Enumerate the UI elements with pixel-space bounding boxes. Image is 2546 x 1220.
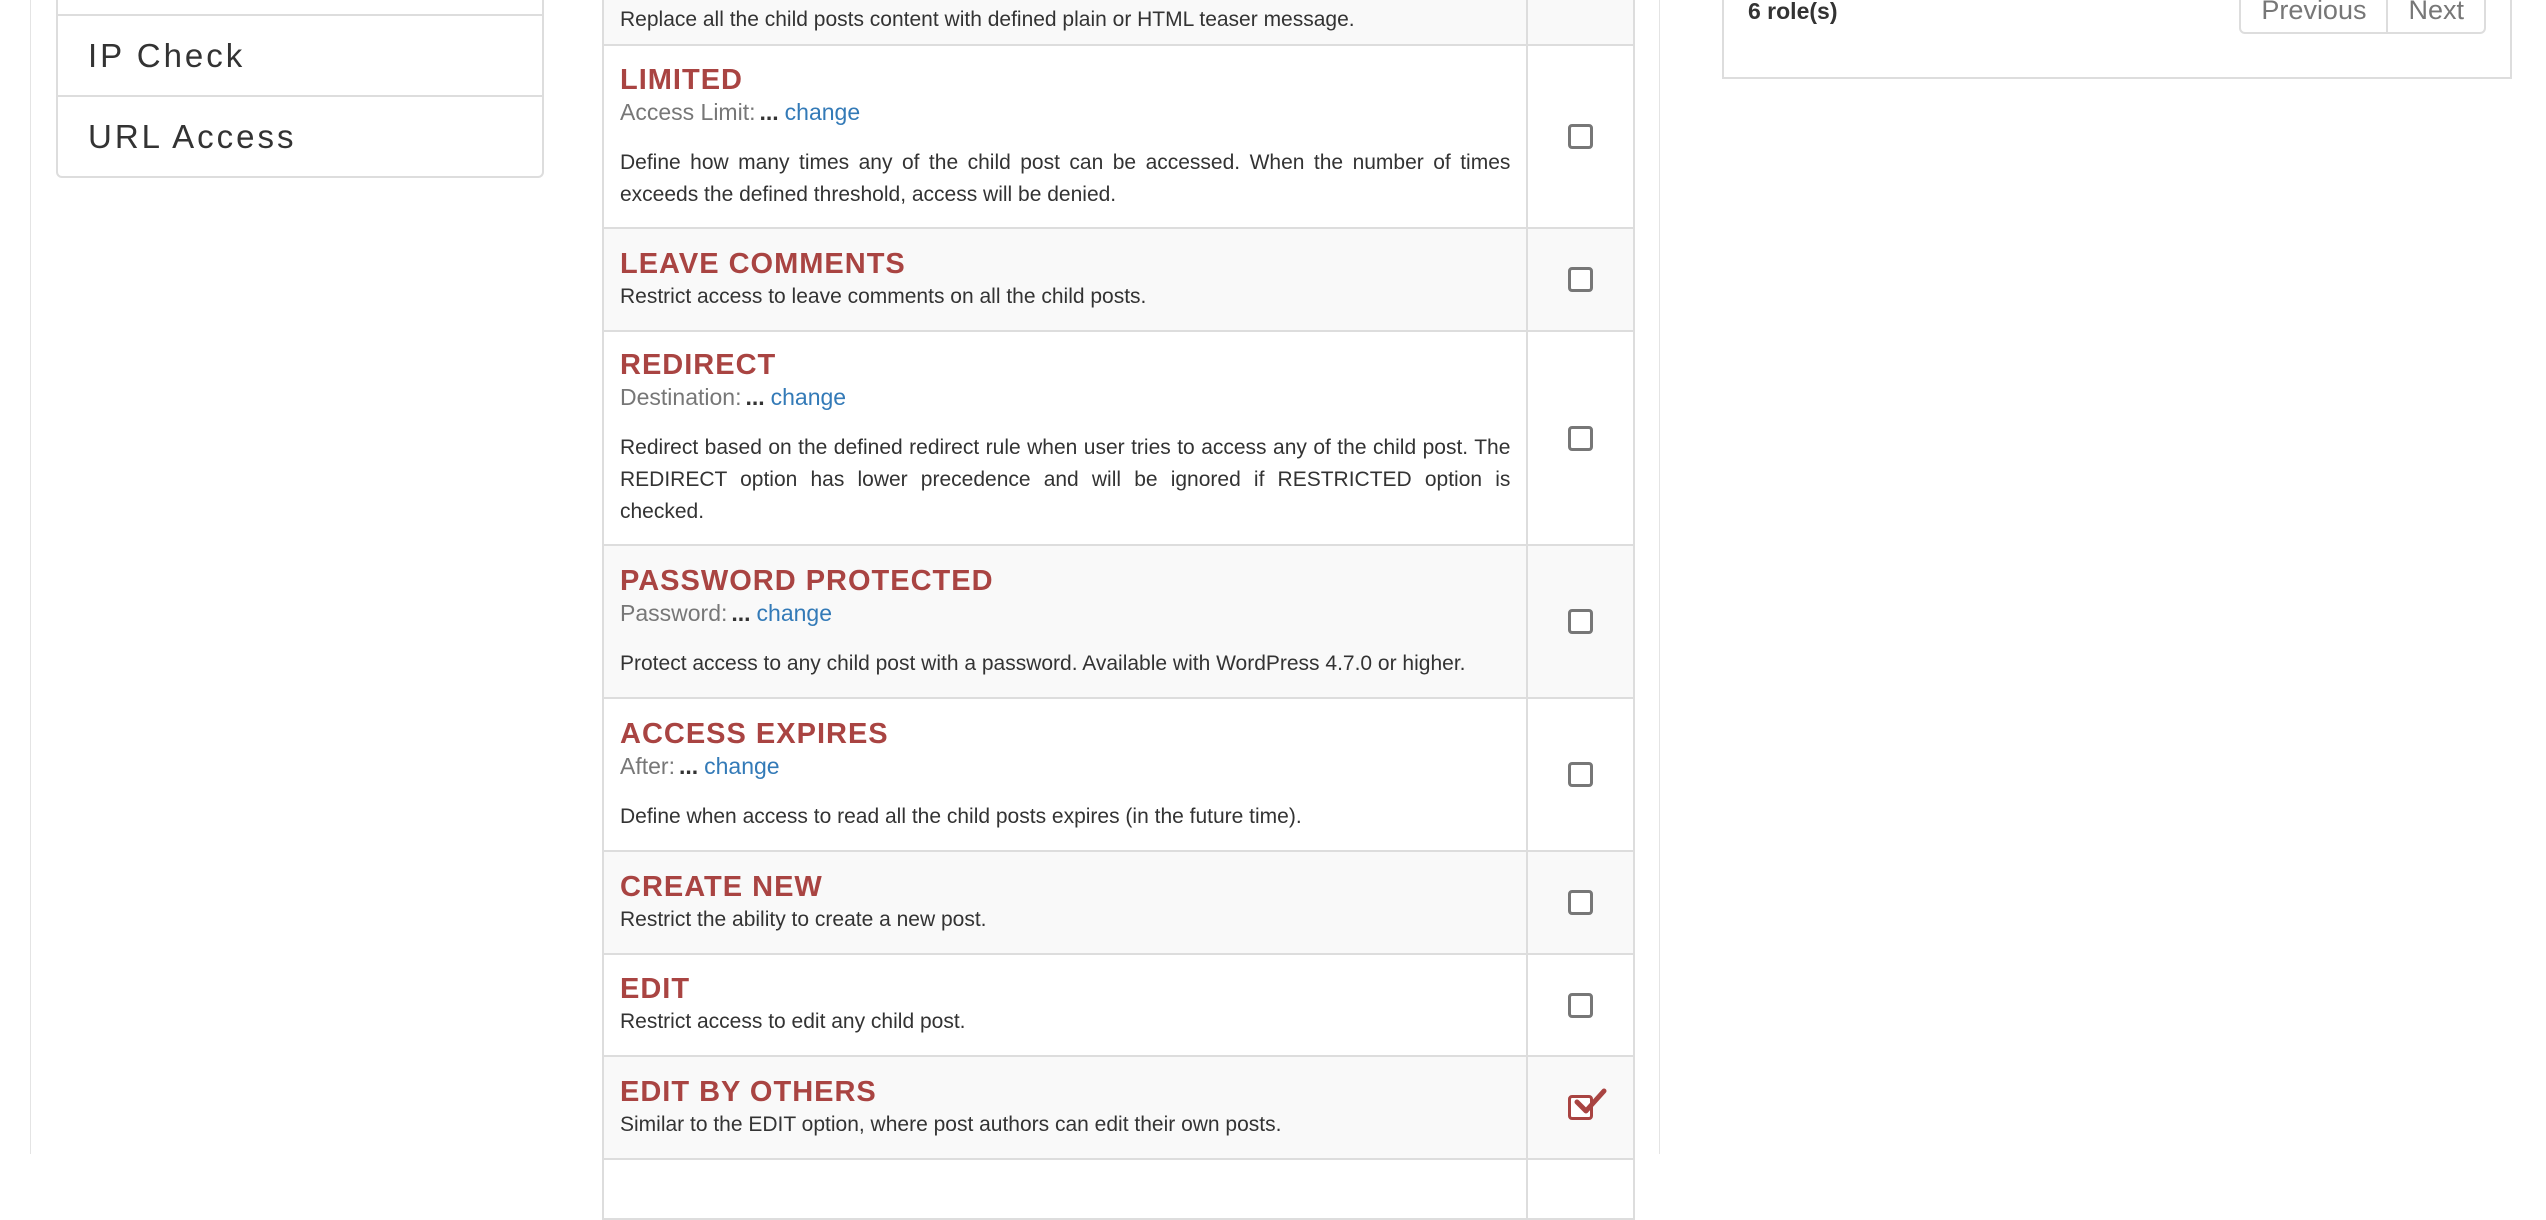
sidebar-item-label: IP Check (88, 36, 246, 74)
previous-button[interactable]: Previous (2239, 0, 2388, 34)
table-row (603, 331, 1634, 545)
setting-label: Destination: (620, 384, 742, 410)
access-expires-checkbox[interactable] (1568, 762, 1593, 787)
option-title: CREATE NEW (620, 870, 823, 903)
change-link[interactable]: change (784, 98, 861, 125)
table-row (603, 0, 1634, 45)
sidebar-item-label: URL Access (88, 117, 297, 155)
option-cell (603, 545, 1527, 698)
sidebar-menu (56, 0, 544, 178)
setting-label: After: (620, 752, 675, 779)
option-setting (620, 382, 1510, 412)
table-row (603, 698, 1634, 851)
setting-value: ... (759, 98, 779, 125)
setting-value: ... (678, 752, 699, 779)
checkbox-cell (1527, 331, 1634, 545)
table-row (603, 45, 1634, 228)
table-row (603, 545, 1634, 698)
option-title: REDIRECT (620, 349, 777, 381)
next-button[interactable]: Next (2388, 0, 2486, 34)
option-setting (620, 97, 1510, 127)
limited-checkbox[interactable] (1568, 124, 1593, 149)
option-title: LIMITED (620, 63, 743, 96)
table-row (603, 228, 1634, 331)
edit-checkbox[interactable] (1568, 993, 1593, 1018)
option-cell (603, 954, 1527, 1056)
option-cell (603, 851, 1527, 954)
leave-comments-checkbox[interactable] (1568, 267, 1593, 292)
roles-pager (2239, 0, 2486, 34)
option-cell (603, 1159, 1527, 1219)
option-cell (603, 228, 1527, 331)
setting-value: ... (731, 599, 751, 626)
checkbox-cell (1527, 0, 1634, 45)
page-border-right (1659, 0, 1660, 1154)
sidebar-item-ip-check[interactable] (58, 14, 542, 95)
checkbox-cell (1527, 698, 1634, 851)
option-description: Similar to the EDIT option, where post authors can edit their own posts. (620, 1112, 1282, 1136)
checkbox-cell (1527, 45, 1634, 228)
option-cell (603, 1056, 1527, 1159)
password-protected-checkbox[interactable] (1568, 609, 1593, 634)
option-description: Restrict the ability to create a new post. (620, 907, 987, 931)
option-description: Define when access to read all the child posts expires (in the future time). (620, 804, 1302, 828)
setting-label: Access Limit: (620, 98, 756, 125)
roles-panel (1722, 0, 2512, 79)
option-cell (603, 0, 1527, 45)
sidebar-item-url-access[interactable] (58, 95, 542, 176)
roles-count: 6 role(s) (1748, 0, 1838, 24)
edit-by-others-checkbox[interactable] (1568, 1095, 1593, 1120)
setting-value: ... (745, 384, 765, 410)
checkbox-cell (1527, 954, 1634, 1056)
checkbox-cell (1527, 545, 1634, 698)
checkbox-cell (1527, 1056, 1634, 1159)
create-new-checkbox[interactable] (1568, 890, 1593, 915)
option-title: LEAVE COMMENTS (620, 247, 906, 280)
checkbox-cell (1527, 228, 1634, 331)
option-description: Define how many times any of the child post can be accessed. When the number of times exceeds the defined threshold, access will be denied. (620, 150, 1511, 206)
option-title: PASSWORD PROTECTED (620, 564, 994, 597)
option-description: Redirect based on the defined redirect rule when user tries to access any of the child post. The REDIRECT option has lower precedence and will be ignored if RESTRICTED option is checked. (620, 436, 1511, 523)
option-setting (620, 751, 1510, 781)
table-row (603, 1056, 1634, 1159)
option-setting (620, 598, 1510, 628)
option-title: ACCESS EXPIRES (620, 717, 889, 750)
option-cell (603, 698, 1527, 851)
access-options-table (602, 0, 1635, 1220)
redirect-checkbox[interactable] (1568, 426, 1593, 451)
option-title: EDIT (620, 973, 691, 1005)
option-description: Restrict access to leave comments on all the child posts. (620, 284, 1147, 308)
change-link[interactable]: change (704, 752, 780, 779)
option-title: EDIT BY OTHERS (620, 1075, 877, 1108)
table-row (603, 851, 1634, 954)
checkbox-cell (1527, 1159, 1634, 1219)
change-link[interactable]: change (770, 384, 847, 410)
option-cell (603, 45, 1527, 228)
change-link[interactable]: change (756, 599, 833, 626)
option-description: Restrict access to edit any child post. (620, 1010, 966, 1033)
sidebar-item-stub (58, 0, 542, 14)
option-cell (603, 331, 1527, 545)
option-description: Replace all the child posts content with defined plain or HTML teaser message. (620, 8, 1355, 31)
checkbox-cell (1527, 851, 1634, 954)
option-description: Protect access to any child post with a password. Available with WordPress 4.7.0 or higher. (620, 651, 1466, 675)
table-row (603, 954, 1634, 1056)
table-row (603, 1159, 1634, 1219)
page-border-left (30, 0, 31, 1154)
check-icon (1573, 1088, 1607, 1118)
setting-label: Password: (620, 599, 728, 626)
